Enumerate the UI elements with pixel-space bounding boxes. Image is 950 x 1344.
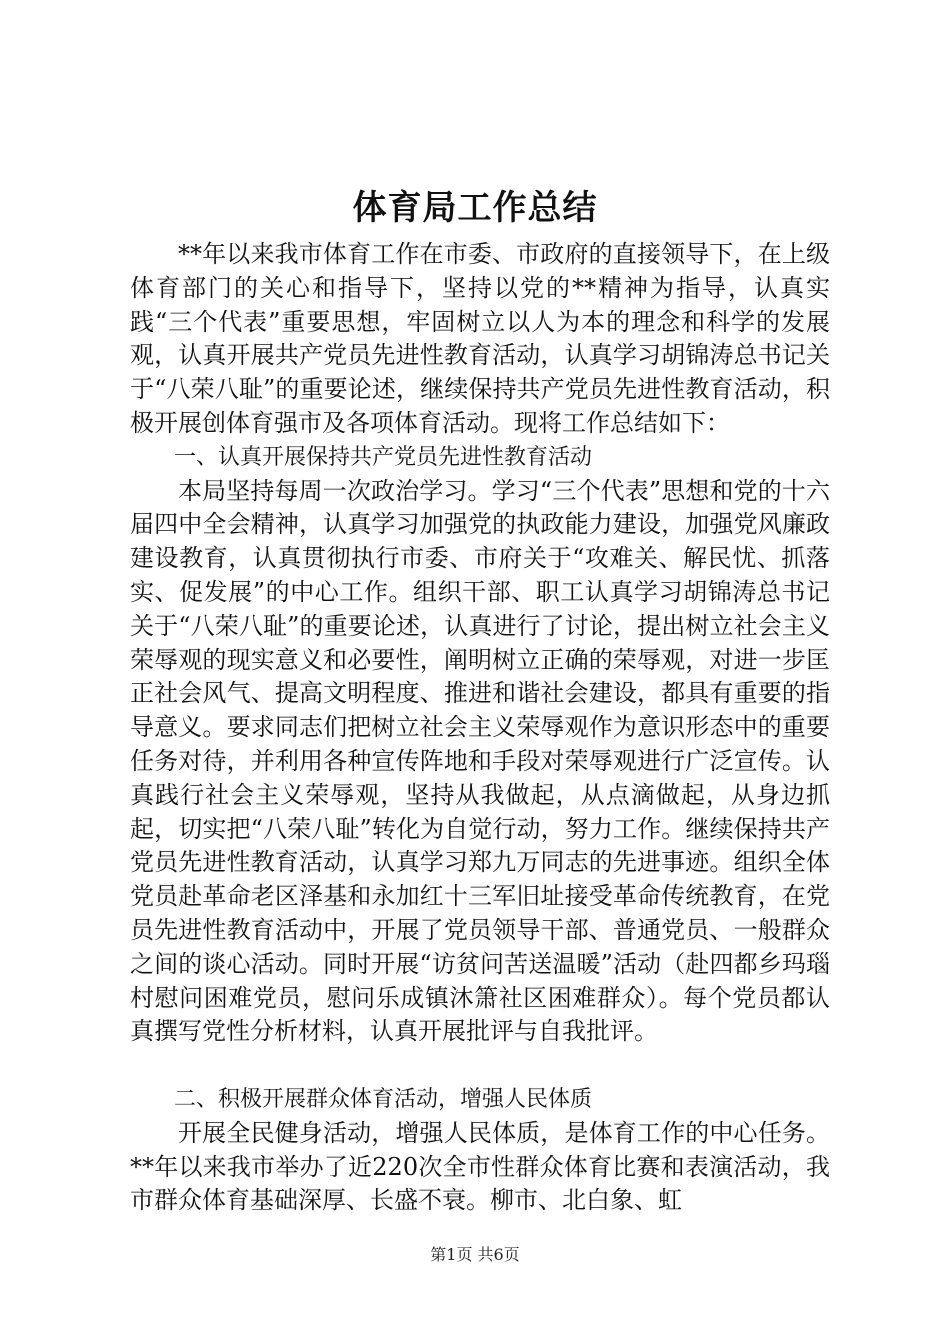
section-1-paragraph: 本局坚持每周一次政治学习。学习“三个代表”思想和党的十六届四中全会精神，认真学习加强党的执政能力建设，加强党风廉政建设教育，认真贯彻执行市委、市府关于“攻难关、解民忧、抓落实、促发展”的中心工作。组织干部、职工认真学习胡锦涛总书记关于“八荣八耻”的重要论述，认真进行了讨论，提出树立社会主义荣辱观的现实意义和必要性，阐明树立正确的荣辱观，对进一步匡正社会风气、提高文明程度、推进和谐社会建设，都具有重要的指导意义。要求同志们把树立社会主义荣辱观作为意识形态中的重要任务对待，并利用各种宣传阵地和手段对荣辱观进行广泛宣传。认真践行社会主义荣辱观，坚持从我做起，从点滴做起，从身边抓起，切实把“八荣八耻”转化为自觉行动，努力工作。继续保持共产党员先进性教育活动，认真学习郑九万同志的先进事迹。组织全体党员赴革命老区泽基和永加红十三军旧址接受革命传统教育，在党员先进性教育活动中，开展了党员领导干部、普通党员、一般群众之间的谈心活动。同时开展“访贫问苦送温暖”活动（赴四都乡玛瑙村慰问困难党员，慰问乐成镇沐箫社区困难群众）。每个党员都认真撰写党性分析材料，认真开展批评与自我批评。 bbox=[130, 476, 830, 1046]
section-2-heading: 二、积极开展群众体育活动，增强人民体质 bbox=[174, 1086, 593, 1112]
page-title: 体育局工作总结 bbox=[352, 188, 598, 228]
paragraph-spacer bbox=[130, 1049, 830, 1083]
section-1-heading: 一、认真开展保持共产党员先进性教育活动 bbox=[174, 444, 593, 470]
document-body bbox=[130, 238, 830, 1218]
intro-paragraph: **年以来我市体育工作在市委、市政府的直接领导下，在上级体育部门的关心和指导下，坚持以党的**精神为指导，认真实践“三个代表”重要思想，牢固树立以人为本的理念和科学的发展观，认真开展共产党员先进性教育活动，认真学习胡锦涛总书记关于“八荣八耻”的重要论述，继续保持共产党员先进性教育活动，积极开展创体育强市及各项体育活动。现将工作总结如下： bbox=[130, 240, 830, 437]
page-number-footer: 第1页 共6页 bbox=[430, 1245, 520, 1264]
section-2-paragraph: 开展全民健身活动，增强人民体质，是体育工作的中心任务。**年以来我市举办了近220次全市性群众体育比赛和表演活动，我市群众体育基础深厚、长盛不衰。柳市、北白象、虹 bbox=[130, 1118, 830, 1215]
